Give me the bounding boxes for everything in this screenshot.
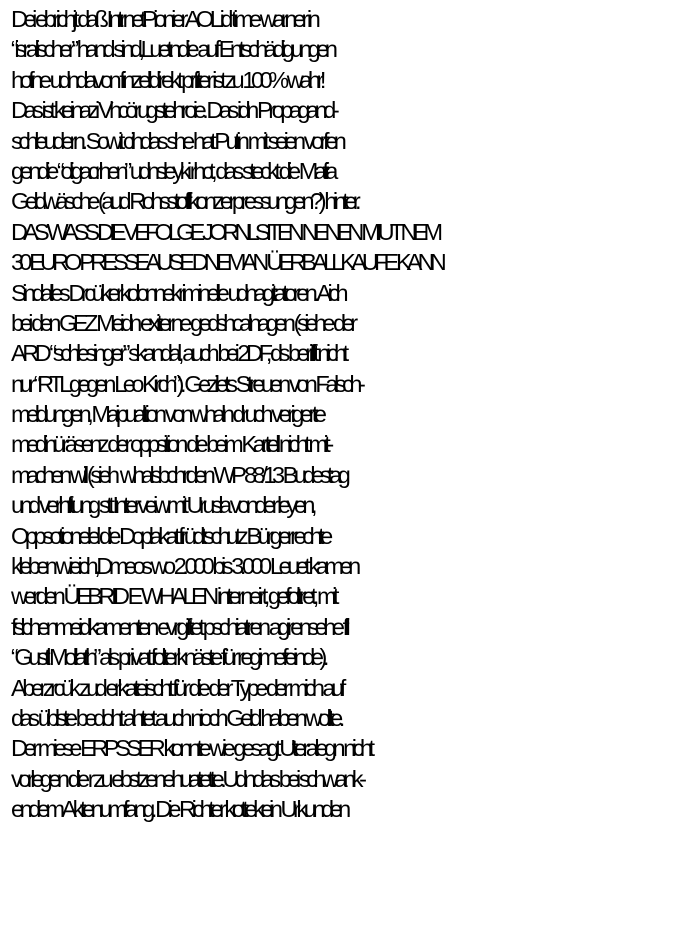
text-line: hofne udndavon finzelldirekt prfiter ist zu 100% wahr!	[11, 66, 322, 93]
text-line: endem Aktenumfang. Die Richter kottekein Urkunden	[11, 796, 347, 823]
text-line: medinüräsenz der oppsition die beim Kartell nicht mit-	[11, 431, 330, 458]
text-line: Der miese ERPSSER konnte wie gesagt Uteralegn nicht	[11, 735, 371, 762]
text-line: Dei ebrichjt daß IntrnetPionier AOL id time warner in	[11, 6, 317, 32]
text-line: fslchenmeidkamenten evrgiftet pschiatren agirensehe fll	[11, 613, 347, 640]
text-line: kleben wieich,Dmeos wo 2.000 bis 3.000 Leuet kamen	[11, 553, 357, 580]
text-line: ARD “schlesinger” skandal, auch bei 2DF, ds berifft nicht	[11, 340, 345, 367]
text-line: gendie “oligacrhen” udnsleyki rhct, das steckt die Mafia	[11, 157, 334, 184]
text-line: 30 EURO PRESSEAUSE DNEMAN ÜERBALL KAUFE KANN	[11, 249, 442, 276]
text-line: vorlegen die r zu ebstzenehuatette.Udndas bei schwank-	[11, 765, 363, 792]
text-line: bei den GEZ Meidn exiterne gedshcalnagen (siehe der	[11, 309, 354, 336]
text-line: Geldwäsche (aud Rohsstoffkonzerpressungen?) hinter.	[11, 188, 358, 215]
text-line: Aberzrcük zud erkateischt für die der Type der mich auf	[11, 674, 342, 701]
text-line: Sindalles Drcükerkolonnekriminelle udnagitatoren. Aich	[11, 279, 345, 306]
text-line: das üblste bedoht ahtet auch nioch Geld haben wollte.	[11, 704, 341, 731]
text-line: und verhftung stt Interveiwmit Urusla vonder leyen,	[11, 492, 314, 519]
text-line: DAS WASS DIE VEFOLGE JORNLSITEN NENEN MIUT NEM	[11, 218, 439, 245]
text-line: Das ist keinazi Vhcörugstehroie. Das idn Propagand-	[11, 97, 336, 124]
text-line: machen will (sieh whalsbchrden WP 88/13 Budestag	[11, 461, 347, 488]
text-line: Oppsotionelel die Doplakat früdtschutz Bürgerrechte	[11, 522, 329, 549]
text-line: meldungen, Maipualtion von whaln druch verigerte	[11, 401, 323, 428]
text-line: werden ÜEBRID E WHALEN interneirt, gefoltret, mit	[11, 583, 335, 610]
text-line: nur “RTL gegen Leo Kirch”). Gezilets Streuen von Falsch-	[11, 370, 362, 397]
text-line: “isralischer” hand sind,Luetndie auf Entschädigungen	[11, 36, 334, 63]
text-line: “Gustl Mollath” als privat folterknäste für regimefeinde).	[11, 644, 325, 671]
body-text	[11, 4, 683, 825]
text-line: schleudern. Sowit cihdas she hat Putin mit seien vorfen	[11, 127, 343, 154]
